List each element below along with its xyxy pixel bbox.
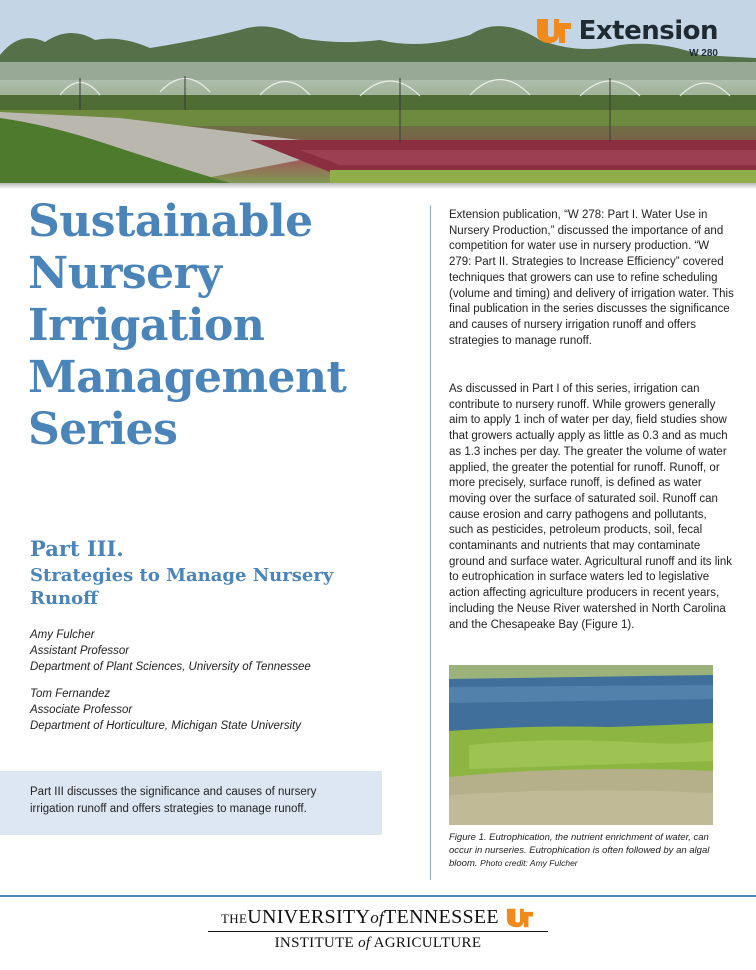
inst-institute: INSTITUTE: [274, 935, 354, 951]
author-department: Department of Horticulture, Michigan State University: [30, 720, 301, 732]
title-line: Irrigation: [28, 300, 265, 351]
body-paragraph: Extension publication, “W 278: Part I. Water Use in Nursery Production,” discussed the importance of and competition for water use in nursery production. “W 279: Part II. Strategies to Increase Efficiency” covered techniques that growers can use to refine scheduling (volume and timing) and delivery of irrigation water. This final publication in the series discusses the significance and causes of nursery irrigation runoff and offers strategies to manage runoff.: [449, 209, 734, 347]
body-column: [449, 208, 734, 349]
body-column: [449, 382, 734, 633]
title-line: Series: [28, 404, 178, 455]
summary-box: [0, 771, 382, 835]
author-block: [30, 627, 311, 675]
summary-text: Part III discusses the significance and causes of nursery irrigation runoff and offers strategies to manage runoff.: [30, 786, 317, 815]
page-title: [28, 196, 418, 456]
header-photo: [0, 0, 756, 183]
institute-name: [208, 931, 548, 952]
inst-agriculture: AGRICULTURE: [373, 935, 482, 951]
body-paragraph: As discussed in Part I of this series, irrigation can contribute to nursery runoff. While growers generally aim to apply 1 inch of water per day, field studies show that growers actually apply as little as 0.3 and as much as 1.3 inches per day. The greater the volume of water applied, the greater the potential for runoff. Runoff, or more precisely, surface runoff, is defined as water moving over the surface of saturated soil. Runoff can cause erosion and carry pathogens and pollutants, such as pesticides, petroleum products, soil, fecal contaminants and nutrients that may contaminate ground and surface water. Agricultural runoff and its link to eutrophication in surface waters led to legislative action affecting agriculture producers in recent years, including the Neuse River watershed in North Carolina and the Chesapeake Bay (Figure 1).: [449, 383, 732, 631]
uni-tennessee: TENNESSEE: [384, 906, 499, 928]
university-name: [221, 906, 535, 929]
author-title: Assistant Professor: [30, 645, 130, 657]
extension-wordmark: Extension: [578, 16, 718, 46]
footer-rule: [0, 895, 756, 897]
author-name: Tom Fernandez: [30, 688, 111, 700]
caption-text: Figure 1. Eutrophication, the nutrient enrichment of water, can occur in nurseries. Eutrophication is often followed by an algal bloom.: [449, 832, 710, 869]
uni-the: THE: [221, 911, 248, 926]
title-line: Management: [28, 352, 347, 403]
author-block: [30, 686, 301, 734]
figure-caption: [449, 831, 729, 870]
inst-of: of: [358, 935, 371, 951]
author-name: Amy Fulcher: [30, 629, 95, 641]
publication-code: W 280: [689, 48, 718, 59]
uni-university: UNIVERSITY: [247, 906, 371, 928]
extension-logo: [535, 16, 718, 46]
photo-credit: Photo credit: Amy Fulcher: [480, 858, 578, 868]
title-line: Sustainable: [28, 196, 313, 247]
author-department: Department of Plant Sciences, University of Tennessee: [30, 661, 311, 673]
university-logo: [0, 906, 756, 952]
banner-shadow: [0, 183, 756, 189]
part-heading: Part III.: [30, 536, 124, 561]
ut-logo-icon: [535, 18, 573, 44]
part-subtitle: Strategies to Manage Nursery Runoff: [30, 565, 334, 609]
uni-of: of: [370, 908, 385, 927]
figure-photo: [449, 665, 713, 825]
eutrophication-photo: [449, 665, 713, 825]
title-line: Nursery: [28, 248, 222, 299]
ut-logo-icon: [505, 908, 535, 928]
author-title: Associate Professor: [30, 704, 133, 716]
column-divider: [430, 205, 431, 880]
